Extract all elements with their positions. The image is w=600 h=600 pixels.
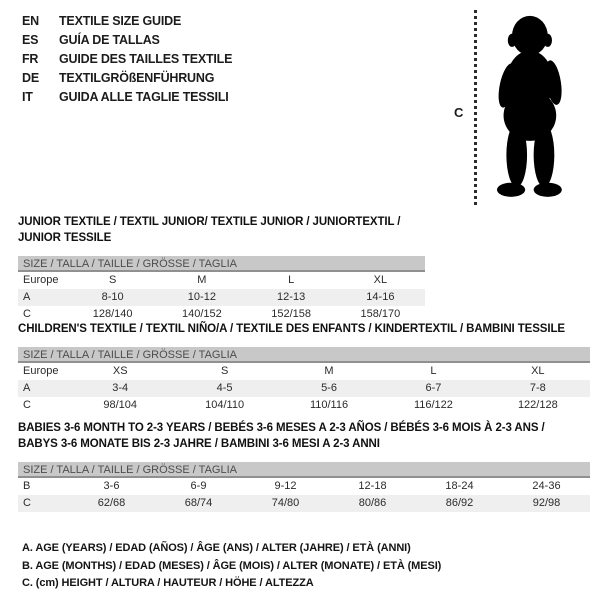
- language-code: FR: [22, 52, 39, 66]
- row-label: C: [23, 308, 31, 320]
- table-cell: 158/170: [360, 308, 401, 320]
- childrens-size-table: [18, 347, 590, 414]
- table-row: [18, 289, 425, 306]
- table-cell: 116/122: [413, 399, 453, 411]
- table-cell: 110/116: [309, 399, 349, 411]
- language-label: GUIDE DES TAILLES TEXTILE: [59, 52, 233, 66]
- table-cell: S: [220, 365, 229, 377]
- language-code: ES: [22, 33, 39, 47]
- table-cell: 6-7: [425, 382, 442, 394]
- table-cell: 92/98: [532, 497, 561, 509]
- table-cell: 10-12: [187, 291, 216, 303]
- table-cell: 9-12: [274, 480, 297, 492]
- legend-line-b: B. AGE (MONTHS) / EDAD (MESES) / ÂGE (MOIS) / ALTER (MONATE) / ETÀ (MESI): [22, 559, 442, 572]
- table-cell: 80/86: [358, 497, 387, 509]
- row-label: A: [23, 291, 31, 303]
- toddler-figure: [0, 0, 600, 215]
- row-label: C: [23, 399, 31, 411]
- table-cell: 68/74: [184, 497, 213, 509]
- table-cell: 152/158: [271, 308, 311, 320]
- language-code: DE: [22, 71, 39, 85]
- table-cell: 7-8: [529, 382, 546, 394]
- table-header: SIZE / TALLA / TAILLE / GRÖSSE / TAGLIA: [18, 347, 590, 363]
- table-cell: XL: [531, 365, 545, 377]
- table-cell: 128/140: [92, 308, 133, 320]
- table-row: [18, 363, 590, 380]
- section-title: JUNIOR TEXTILE / TEXTIL JUNIOR/ TEXTILE JUNIOR / JUNIORTEXTIL / JUNIOR TESSILE: [18, 216, 401, 244]
- section-title: CHILDREN'S TEXTILE / TEXTIL NIÑO/A / TEXTILE DES ENFANTS / KINDERTEXTIL / BAMBINI TESSILE: [18, 323, 565, 335]
- table-cell: 18-24: [445, 480, 474, 492]
- legend-line-a: A. AGE (YEARS) / EDAD (AÑOS) / ÂGE (ANS) / ALTER (JAHRE) / ETÀ (ANNI): [22, 542, 411, 554]
- language-label: TEXTILE SIZE GUIDE: [59, 14, 182, 28]
- toddler-silhouette-icon: [481, 8, 575, 208]
- legend-notes: [22, 540, 441, 593]
- table-cell: M: [324, 365, 334, 377]
- table-cell: 14-16: [366, 291, 395, 303]
- table-cell: XL: [373, 274, 388, 286]
- table-cell: 104/110: [205, 399, 245, 411]
- table-row: [18, 272, 425, 289]
- table-header: SIZE / TALLA / TAILLE / GRÖSSE / TAGLIA: [18, 256, 425, 272]
- table-cell: L: [430, 365, 437, 377]
- table-cell: 24-36: [532, 480, 561, 492]
- table-header: SIZE / TALLA / TAILLE / GRÖSSE / TAGLIA: [18, 462, 590, 478]
- table-cell: M: [197, 274, 207, 286]
- table-row: [18, 397, 590, 414]
- table-cell: 6-9: [190, 480, 207, 492]
- table-cell: 140/152: [181, 308, 222, 320]
- table-cell: XS: [112, 365, 128, 377]
- language-label: GUIDA ALLE TAGLIE TESSILI: [59, 90, 229, 104]
- table-cell: 12-13: [277, 291, 306, 303]
- table-row: [18, 478, 590, 495]
- babies-size-table: [18, 462, 590, 512]
- junior-textile-section: [18, 214, 425, 323]
- table-cell: 122/128: [517, 399, 558, 411]
- language-label: GUÍA DE TALLAS: [59, 33, 160, 47]
- language-code: IT: [22, 90, 33, 104]
- row-label: A: [23, 382, 31, 394]
- table-row: [18, 380, 590, 397]
- height-dashed-line: [474, 10, 477, 207]
- table-cell: S: [108, 274, 117, 286]
- junior-size-table: [18, 256, 425, 323]
- table-cell: 74/80: [271, 497, 300, 509]
- table-cell: 3-6: [103, 480, 120, 492]
- table-cell: 3-4: [112, 382, 129, 394]
- section-title: BABIES 3-6 MONTH TO 2-3 YEARS / BEBÉS 3-6 MESES A 2-3 AÑOS / BÉBÉS 3-6 MOIS À 2-3 ANS / BABYS 3-6 MONATE BIS 2-3 JAHRE / BAMBINI 3-6 MESI A 2-3 ANNI: [18, 422, 545, 450]
- row-label: B: [23, 480, 31, 492]
- table-cell: 8-10: [101, 291, 124, 303]
- legend-line-c: C. (cm) HEIGHT / ALTURA / HAUTEUR / HÖHE / ALTEZZA: [22, 577, 314, 589]
- babies-textile-section: [18, 420, 590, 512]
- table-cell: 86/92: [445, 497, 474, 509]
- language-code: EN: [22, 14, 39, 28]
- height-marker-label: C: [454, 105, 464, 120]
- table-row: [18, 495, 590, 512]
- language-label: TEXTILGRÖßENFÜHRUNG: [59, 71, 215, 85]
- row-label: Europe: [23, 274, 59, 286]
- table-cell: 5-6: [321, 382, 337, 394]
- table-cell: 98/104: [103, 399, 138, 411]
- childrens-textile-section: [18, 321, 590, 414]
- row-label: C: [23, 497, 31, 509]
- table-cell: L: [288, 274, 295, 286]
- table-cell: 12-18: [358, 480, 387, 492]
- table-cell: 62/68: [97, 497, 126, 509]
- table-cell: 4-5: [216, 382, 233, 394]
- row-label: Europe: [23, 365, 59, 377]
